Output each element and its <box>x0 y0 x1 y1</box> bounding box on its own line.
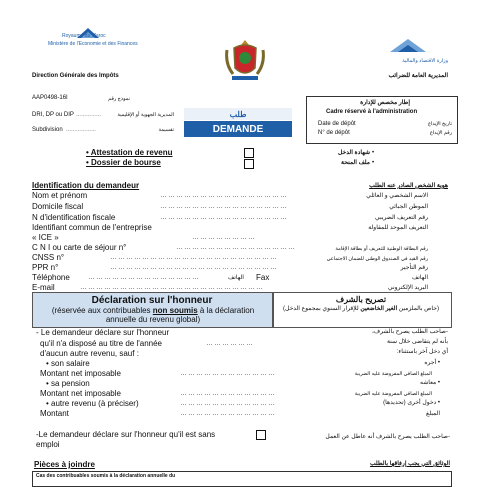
declaration-sub-1: (réservée aux contribuables <box>51 306 153 315</box>
declaration-left-3: d'aucun autre revenu, sauf : <box>40 349 139 358</box>
id-fax-label: Fax <box>256 273 270 282</box>
item-autre-montant: Montant <box>40 409 69 418</box>
id-field-nom[interactable]: ………………………………………… <box>160 192 288 199</box>
id-label-nom-ar: الاسم الشخصي و العائلي <box>366 193 428 199</box>
num-depot-ar: رقم الإيداع <box>429 130 452 136</box>
date-depot-label: Date de dépôt <box>318 121 356 127</box>
dri-label: DRI, DP ou DIP <box>32 112 74 118</box>
declaration-title: Déclaration sur l'honneur <box>91 295 213 306</box>
subdivision-dots: ……………… <box>66 127 96 133</box>
item-autre-ar: • دخول أخرى (تحديدها) <box>383 400 440 406</box>
demande-fr: DEMANDE <box>212 124 264 135</box>
id-label-ice-code: « ICE » <box>32 233 59 242</box>
field-salaire-montant[interactable]: ……………………………… <box>180 370 276 377</box>
id-label-if-ar: رقم التعريف الضريبي <box>375 215 428 221</box>
item-autre: • autre revenu (à préciser) <box>46 399 139 408</box>
left-logo-line1: Royaume du Maroc <box>62 33 106 39</box>
id-field-domicile[interactable]: ………………………………………… <box>160 203 288 210</box>
demande-banner <box>184 108 292 138</box>
field-pension-montant[interactable]: ……………………………… <box>180 390 276 397</box>
id-label-ice: Identifiant commun de l'entreprise <box>32 223 152 232</box>
declaration-sub-ar-bold: الغير الخاضعين <box>360 306 398 312</box>
date-depot-ar: تاريخ الإيداع <box>428 121 452 127</box>
right-logo-ar2: المديرية العامة للضرائب <box>388 73 448 79</box>
sans-emploi-1: -Le demandeur déclare sur l'honneur qu'il est sans <box>36 430 216 439</box>
admin-box-ar: إطار مخصص للإدارة <box>360 100 410 106</box>
id-field-tel[interactable]: …………………………………… <box>88 274 200 281</box>
declaration-right-3: أي دخل آخر باستثناء: <box>396 349 448 355</box>
item-salaire-montant-ar: المبلغ الصافي المفروضة عليه الضريبة <box>354 371 432 377</box>
declaration-title-ar: تصريح بالشرف <box>335 295 387 304</box>
id-label-ppr: PPR n° <box>32 263 59 272</box>
ministry-right-emblem-icon <box>388 36 428 54</box>
dri-dots: …………… <box>76 112 101 118</box>
dgi-title: Direction Générale des Impôts <box>32 73 119 79</box>
field-autre[interactable]: ……………………………… <box>180 400 276 407</box>
id-field-if[interactable]: ………………………………………… <box>160 214 288 221</box>
declaration-subtitle <box>40 306 266 324</box>
id-label-domicile-ar: الموطن الجبائي <box>389 204 428 210</box>
id-field-cni[interactable]: ……………………………………… <box>176 244 296 251</box>
item-pension-ar: • معاشه <box>420 380 440 386</box>
form-code: AAP0498-16I <box>32 95 68 101</box>
checkbox-attestation[interactable] <box>244 148 254 158</box>
option-bourse-label: Dossier de bourse <box>91 158 161 167</box>
declaration-right-1: -صاحب الطلب يصرح بالشرف، <box>371 329 448 335</box>
id-tel-ar: الهاتف <box>228 275 244 281</box>
id-label-email: E-mail <box>32 283 55 292</box>
checkbox-bourse[interactable] <box>244 159 254 169</box>
id-label-nom: Nom et prénom <box>32 191 88 200</box>
declaration-sub-ar-1: (خاص بالملزمين <box>397 306 439 312</box>
id-label-ice-ar: التعريف الموحد للمقاولة <box>368 225 428 231</box>
id-label-fax-ar: الهاتف <box>412 275 428 281</box>
id-label-cnss-ar: رقم القيد في الصندوق الوطني للضمان الاجتماعي <box>326 256 428 262</box>
item-pension-montant-ar: المبلغ الصافي المفروضة عليه الضريبة <box>354 391 432 397</box>
pieces-table-row: Cas des contribuables soumis à la déclaration annuelle du <box>36 473 176 479</box>
demande-ar: طلب <box>229 110 247 119</box>
declaration-left-2: qu'il n'a disposé au titre de l'année <box>40 339 162 348</box>
bullet-ar-1: • <box>372 150 375 156</box>
declaration-year-field[interactable]: ……………… <box>206 340 254 347</box>
declaration-right-2: بأنه لم يتقاضى خلال سنة <box>386 339 448 345</box>
sans-emploi-2: emploi <box>36 440 60 449</box>
sans-emploi-ar: -صاحب الطلب يصرح بالشرف أنه عاطل عن العمل <box>325 434 450 440</box>
pieces-title: Pièces à joindre <box>34 460 95 469</box>
crest-icon <box>224 38 266 84</box>
subdivision-label: Subdivision <box>32 127 63 133</box>
admin-box-fr: Cadre réservé à l'administration <box>326 109 418 115</box>
id-label-if: N d'identification fiscale <box>32 213 116 222</box>
field-autre-montant[interactable]: ……………………………… <box>180 410 276 417</box>
id-label-cnss: CNSS n° <box>32 253 65 262</box>
item-pension-montant: Montant net imposable <box>40 389 121 398</box>
identification-title: Identification du demandeur <box>32 181 140 190</box>
option-attestation: • Attestation de revenu <box>86 148 173 157</box>
id-label-email-ar: البريد الإلكتروني <box>387 285 428 291</box>
checkbox-sans-emploi[interactable] <box>256 430 266 440</box>
item-pension: • sa pension <box>46 379 90 388</box>
id-field-cnss[interactable]: ……………………………………………………… <box>110 254 278 261</box>
id-label-tel: Téléphone <box>32 273 70 282</box>
option-attestation-label: Attestation de revenu <box>90 148 173 157</box>
dri-label-ar: المديرية الجهوية أو الإقليمية <box>117 112 174 118</box>
num-depot-label: N° de dépôt <box>318 130 350 136</box>
declaration-sub-2: à la déclaration annuelle du revenu global) <box>105 306 255 324</box>
id-label-cni-ar: رقم البطاقة الوطنية للتعريف أو بطاقة الإقامة <box>335 246 428 252</box>
item-autre-montant-ar: المبلغ <box>426 411 440 417</box>
declaration-subtitle-ar <box>280 306 442 313</box>
option-bourse: • Dossier de bourse <box>86 158 161 167</box>
item-salaire-ar: • أجره <box>424 360 440 366</box>
id-label-domicile: Domicile fiscal <box>32 202 84 211</box>
left-logo-line2: Ministère de l'Economie et des Finances <box>48 41 138 47</box>
id-field-email[interactable]: …………………………………………………………… <box>80 284 264 291</box>
declaration-sub-bold: non soumis <box>152 306 198 315</box>
option-attestation-ar: شهادة الدخل <box>337 150 370 156</box>
id-field-ice[interactable]: …………………… <box>192 234 256 241</box>
declaration-sub-ar-2: للإقرار السنوي بمجموع الدخل) <box>283 306 361 312</box>
form-code-ar: نموذج رقم <box>108 96 130 102</box>
item-salaire-montant: Montant net imposable <box>40 369 121 378</box>
declaration-left-1: - Le demandeur déclare sur l'honneur <box>36 328 170 337</box>
bullet-ar-2: • <box>372 160 375 166</box>
id-label-ppr-ar: رقم التأجير <box>400 265 428 271</box>
pieces-title-ar: الوثائق التي يجب إرفاقها بالطلب <box>369 461 450 467</box>
id-field-ppr[interactable]: ……………………………………………………… <box>110 264 278 271</box>
subdivision-label-ar: تقسيمة <box>158 127 174 133</box>
option-bourse-ar: ملف المنحة <box>341 160 370 166</box>
right-logo-ar1: وزارة الاقتصاد والمالية <box>402 58 448 64</box>
id-label-cni: C N I ou carte de séjour n° <box>32 243 127 252</box>
identification-title-ar: هوية الشخص الصادر عنه الطلب <box>369 183 448 189</box>
item-salaire: • son salaire <box>46 359 90 368</box>
